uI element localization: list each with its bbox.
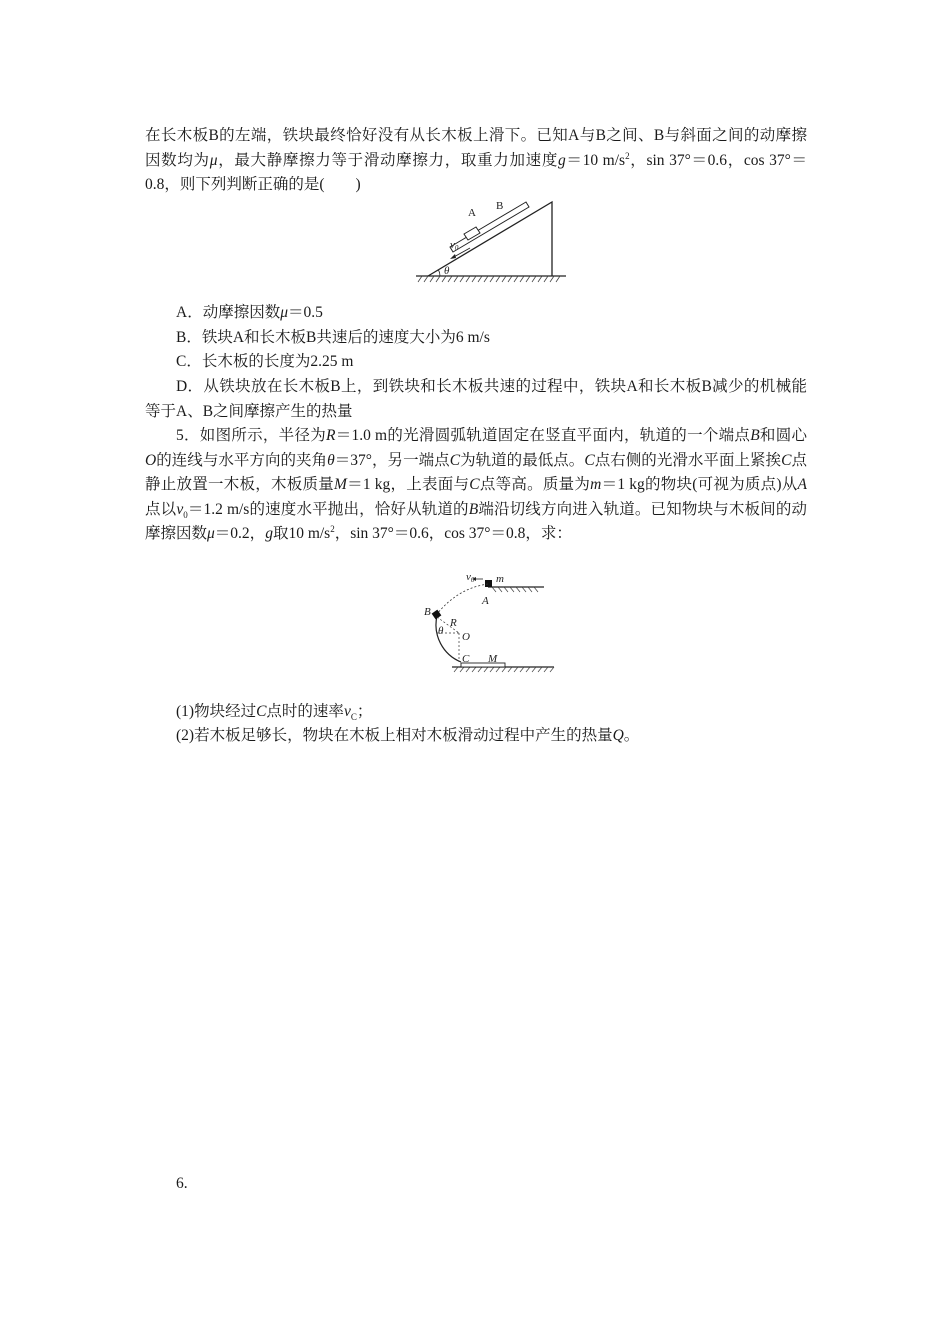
option-a: A．动摩擦因数μ＝0.5 xyxy=(176,304,323,321)
incline-figure xyxy=(410,196,570,288)
q5-sub2: (2)若木板足够长，物块在木板上相对木板滑动过程中产生的热量Q。 xyxy=(176,727,640,744)
label-m: m xyxy=(496,573,504,585)
label-B: B xyxy=(424,606,431,618)
label-M: M xyxy=(488,653,498,665)
label-C: C xyxy=(462,653,470,665)
label-b: B xyxy=(496,200,504,212)
track-figure xyxy=(412,570,562,680)
label-O: O xyxy=(462,631,470,643)
option-b: B．铁块A和长木板B共速后的速度大小为6 m/s xyxy=(176,329,490,346)
q4-stem: 在长木板B的左端，铁块最终恰好没有从长木板上滑下。已知A与B之间、B与斜面之间的动摩擦因数均为μ，最大静摩擦力等于滑动摩擦力，取重力加速度g＝10 $m/s^2$，sin 37°＝0.6，cos 37°＝0.8，则下列判断正确的是( ) xyxy=(145,127,807,194)
label-v0-track: v0 xyxy=(466,571,475,584)
q6-number: 6. xyxy=(176,1175,188,1192)
q5-sub1: (1)物块经过C点时的速率$v_C$； xyxy=(176,703,373,723)
option-c: C．长木板的长度为2.25 m xyxy=(176,353,354,370)
label-a: A xyxy=(468,207,476,219)
label-theta-track: θ xyxy=(438,625,444,637)
label-R: R xyxy=(450,617,457,629)
label-A: A xyxy=(482,595,489,607)
q5-stem: 5．如图所示，半径为R＝1.0 m的光滑圆弧轨道固定在竖直平面内，轨道的一个端点B和圆心O的连线与水平方向的夹角θ＝37°，另一端点C为轨道的最低点。C点右侧的光滑水平面上紧挨C点静止放置一木板，木板质量M＝1 kg，上表面与C点等高。质量为m＝1 kg的物块(可视为质点)从A点以$v_0=1.2$ m/s的速度水平抛出，恰好从轨道的B端沿切线方向进入轨道。已知物块与木板间的动摩擦因数μ＝0.2，g取10 $m/s^2$，sin 37°＝0.6，cos 37°＝0.8，求： xyxy=(145,427,807,543)
option-d: D．从铁块放在长木板B上，到铁块和长木板共速的过程中，铁块A和长木板B减少的机械能等于A、B之间摩擦产生的热量 xyxy=(145,378,807,420)
label-theta: θ xyxy=(444,265,450,277)
label-v0: v0 xyxy=(450,239,459,252)
